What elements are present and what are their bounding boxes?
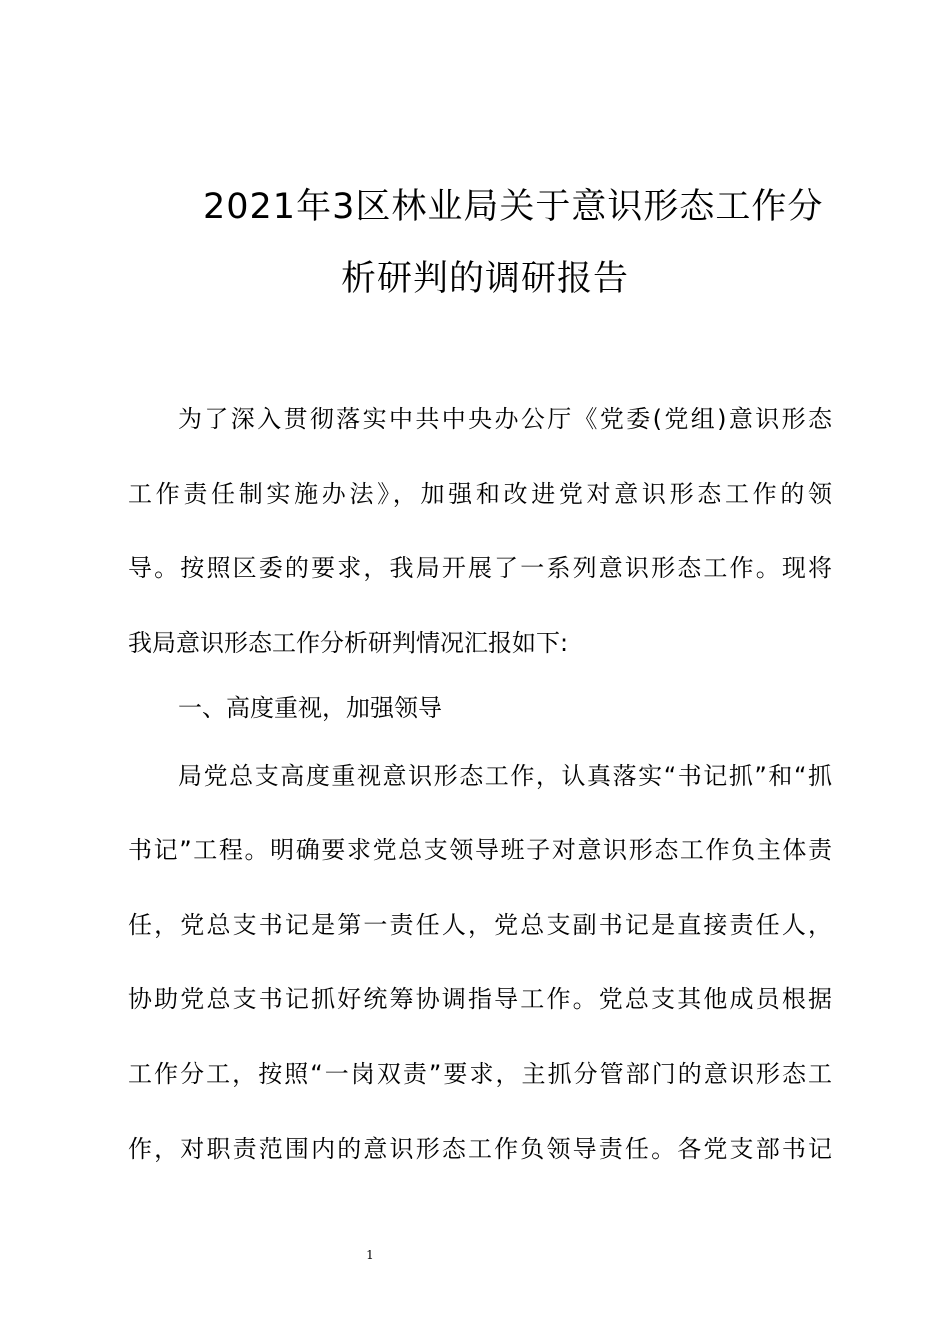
paragraph-section1-line-6: 作，对职责范围内的意识形态工作负领导责任。各党支部书记 — [128, 1135, 832, 1163]
paragraph-section1-line-2: 书记”工程。明确要求党总支领导班子对意识形态工作负主体责 — [128, 836, 832, 864]
paragraph-section1-line-4: 协助党总支书记抓好统筹协调指导工作。党总支其他成员根据 — [128, 985, 832, 1013]
document-title-line-1: 2021年3区林业局关于意识形态工作分 — [203, 187, 824, 227]
paragraph-section1-line-5: 工作分工，按照“一岗双责”要求，主抓分管部门的意识形态工 — [128, 1060, 832, 1088]
paragraph-intro-line-3: 导。按照区委的要求，我局开展了一系列意识形态工作。现将 — [128, 554, 832, 582]
paragraph-intro-line-4: 我局意识形态工作分析研判情况汇报如下: — [128, 629, 569, 657]
paragraph-intro-line-2: 工作责任制实施办法》，加强和改进党对意识形态工作的领 — [128, 480, 832, 508]
paragraph-intro-line-1: 为了深入贯彻落实中共中央办公厅《党委(党组)意识形态 — [178, 405, 832, 433]
page-number: 1 — [366, 1248, 374, 1262]
document-title-line-2: 析研判的调研报告 — [341, 259, 630, 299]
paragraph-section1-line-1: 局党总支高度重视意识形态工作，认真落实“书记抓”和“抓 — [178, 762, 832, 790]
section-heading-1: 一、高度重视，加强领导 — [178, 694, 442, 722]
paragraph-section1-line-3: 任，党总支书记是第一责任人，党总支副书记是直接责任人， — [128, 911, 832, 939]
